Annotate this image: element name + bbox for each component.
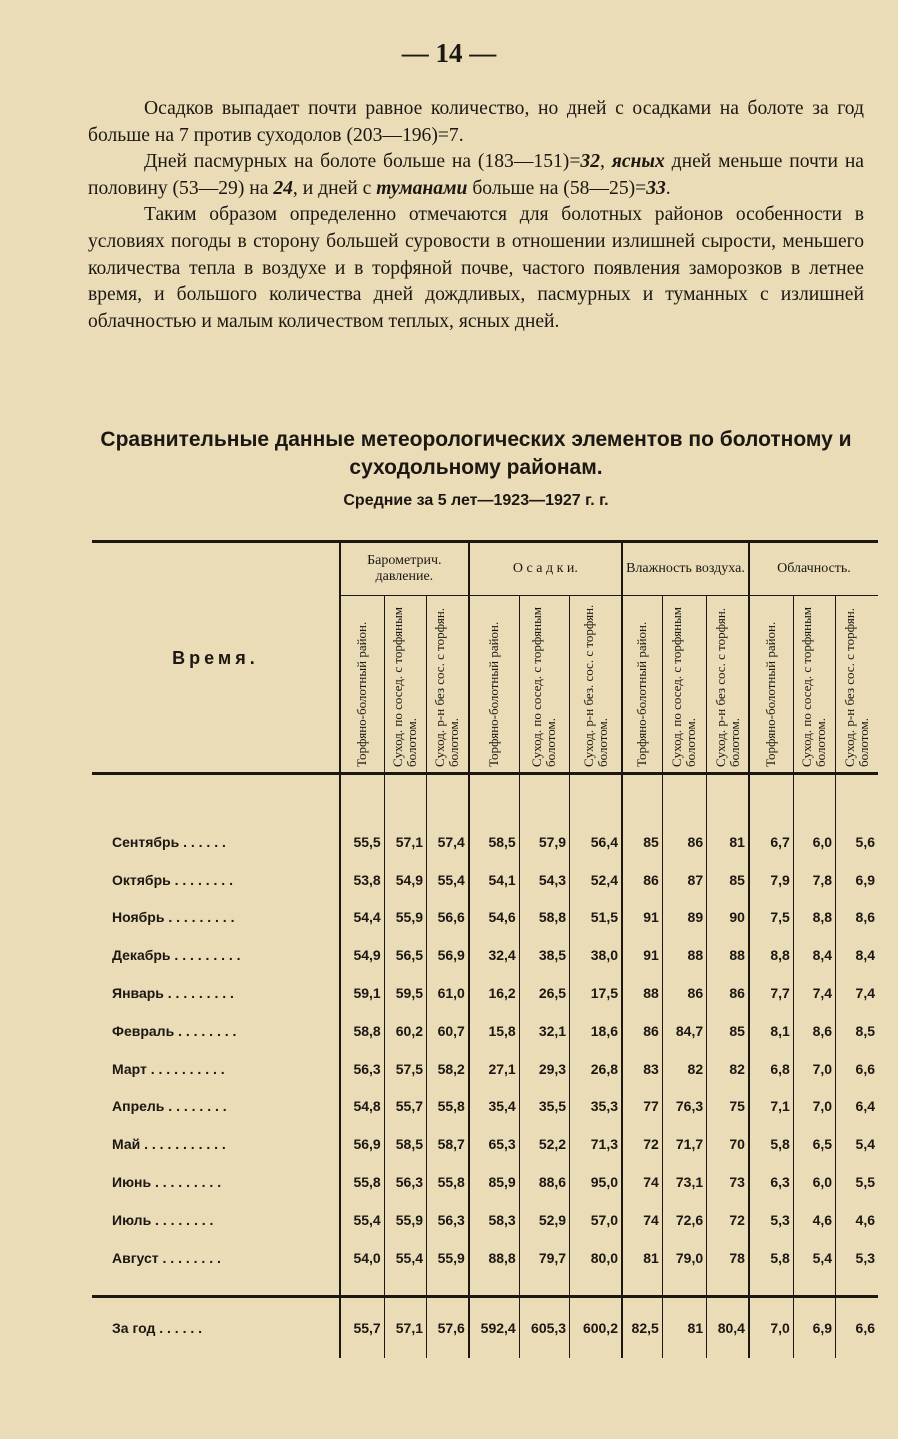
value-cell: 6,0 xyxy=(793,1163,835,1201)
value-cell: 7,5 xyxy=(749,899,793,937)
table-row xyxy=(92,823,878,861)
column-header-label: Сyход. по сосед. с торфяным болотом. xyxy=(799,606,829,767)
value-cell: 82 xyxy=(707,1050,749,1088)
spacer-cell xyxy=(384,1277,426,1297)
value-cell: 8,6 xyxy=(793,1012,835,1050)
column-header xyxy=(469,596,519,774)
value-cell: 72,6 xyxy=(662,1201,706,1239)
column-header-label: Сyход. р-н без сос. с торфян. болотом. xyxy=(712,607,742,767)
table-row xyxy=(92,1201,878,1239)
value-cell: 8,8 xyxy=(749,936,793,974)
value-cell: 86 xyxy=(662,823,706,861)
column-header xyxy=(836,596,878,774)
value-cell: 6,0 xyxy=(793,823,835,861)
value-cell: 55,8 xyxy=(427,1163,469,1201)
value-cell: 71,3 xyxy=(570,1125,622,1163)
column-header xyxy=(570,596,622,774)
value-cell: 79,7 xyxy=(519,1239,569,1277)
table-row xyxy=(92,1050,878,1088)
value-cell: 5,8 xyxy=(749,1125,793,1163)
value-cell: 54,3 xyxy=(519,861,569,899)
row-label: Июнь . . . . . . . . . xyxy=(112,1174,222,1191)
value-cell: 5,5 xyxy=(836,1163,878,1201)
group-header: Облачность. xyxy=(749,542,878,596)
value-cell: 55,5 xyxy=(340,823,384,861)
value-cell: 80,0 xyxy=(570,1239,622,1277)
value-cell: 55,8 xyxy=(340,1163,384,1201)
value-cell: 35,4 xyxy=(469,1088,519,1126)
value-cell: 79,0 xyxy=(662,1239,706,1277)
value-cell: 7,1 xyxy=(749,1088,793,1126)
column-header xyxy=(707,596,749,774)
value-cell: 18,6 xyxy=(570,1012,622,1050)
total-row xyxy=(92,1296,878,1358)
value-cell: 35,5 xyxy=(519,1088,569,1126)
spacer-cell xyxy=(836,774,878,824)
value-cell: 61,0 xyxy=(427,974,469,1012)
value-cell: 6,5 xyxy=(793,1125,835,1163)
value-cell: 8,6 xyxy=(836,899,878,937)
group-header: Барометрич. давление. xyxy=(340,542,469,596)
value-cell: 88,8 xyxy=(469,1239,519,1277)
value-cell: 85 xyxy=(707,1012,749,1050)
spacer-cell xyxy=(570,1277,622,1297)
row-label: Июль . . . . . . . . xyxy=(112,1211,214,1228)
value-cell: 60,2 xyxy=(384,1012,426,1050)
text-run: дней меньше почти на половину (53—29) на xyxy=(88,151,864,199)
value-cell: 592,4 xyxy=(469,1296,519,1358)
table-title: Сравнительные данные метеорологических элементов по болотному и суходольному районам. xyxy=(100,428,852,479)
column-header xyxy=(622,596,662,774)
text-run: , и дней с xyxy=(292,177,377,199)
value-cell: 57,6 xyxy=(427,1296,469,1358)
value-cell: 55,9 xyxy=(384,899,426,937)
value-cell: 7,0 xyxy=(793,1088,835,1126)
column-header-label: Сyход. р-н без. сос. с торфян. болотом. xyxy=(580,604,610,767)
spacer-cell xyxy=(707,1277,749,1297)
value-cell: 95,0 xyxy=(570,1163,622,1201)
column-header xyxy=(340,596,384,774)
value-cell: 72 xyxy=(622,1125,662,1163)
text-run: больше на (58—25)= xyxy=(467,177,647,199)
row-label: Август . . . . . . . . xyxy=(112,1249,221,1266)
paragraph xyxy=(88,96,864,149)
value-cell: 58,3 xyxy=(469,1201,519,1239)
text-run: Дней пасмурных на болоте больше на (183—151)= xyxy=(144,151,581,173)
value-cell: 76,3 xyxy=(662,1088,706,1126)
value-cell: 8,5 xyxy=(836,1012,878,1050)
value-cell: 89 xyxy=(662,899,706,937)
value-cell: 5,4 xyxy=(793,1239,835,1277)
spacer-cell xyxy=(340,1277,384,1297)
value-cell: 52,9 xyxy=(519,1201,569,1239)
value-cell: 26,8 xyxy=(570,1050,622,1088)
value-cell: 38,5 xyxy=(519,936,569,974)
column-header xyxy=(662,596,706,774)
body-text xyxy=(88,96,864,335)
value-cell: 81 xyxy=(622,1239,662,1277)
value-cell: 77 xyxy=(622,1088,662,1126)
group-header: Влажность воздуха. xyxy=(622,542,749,596)
value-cell: 65,3 xyxy=(469,1125,519,1163)
value-cell: 38,0 xyxy=(570,936,622,974)
column-header-label: Сyход. по сосед. с торфяным болотом. xyxy=(529,606,559,767)
value-cell: 56,3 xyxy=(384,1163,426,1201)
value-cell: 600,2 xyxy=(570,1296,622,1358)
emphasis-text: 32 xyxy=(580,151,600,173)
value-cell: 86 xyxy=(622,861,662,899)
spacer-cell xyxy=(519,774,569,824)
spacer-cell xyxy=(662,1277,706,1297)
value-cell: 6,9 xyxy=(836,861,878,899)
group-header-row xyxy=(92,542,878,596)
value-cell: 51,5 xyxy=(570,899,622,937)
value-cell: 90 xyxy=(707,899,749,937)
column-header xyxy=(793,596,835,774)
column-header-label: Сyход. р-н без сос. с торфян. болотом. xyxy=(432,607,462,767)
value-cell: 59,5 xyxy=(384,974,426,1012)
row-label: Сентябрь . . . . . . xyxy=(112,833,226,850)
value-cell: 35,3 xyxy=(570,1088,622,1126)
spacer-cell xyxy=(469,1277,519,1297)
value-cell: 56,4 xyxy=(570,823,622,861)
value-cell: 78 xyxy=(707,1239,749,1277)
value-cell: 91 xyxy=(622,936,662,974)
value-cell: 4,6 xyxy=(793,1201,835,1239)
value-cell: 57,4 xyxy=(427,823,469,861)
text-run: Таким образом определенно отмечаются для болотных районов особенности в условиях погоды в сторону большей суровости в отношении излишней сырости, меньшего количества тепла в воздухе и в торфяной почве, частого появления заморозков в летнее время, и большого количества дней дождливых, пасмурных и туманных с излишней облачностью и малым количеством теплых, ясных дней. xyxy=(88,204,864,332)
column-header-label: Сyход. по сосед. с торфяным болотом. xyxy=(390,606,420,767)
column-header-label: Торфяно-болотный район. xyxy=(354,621,370,767)
emphasis-text: туманами xyxy=(376,177,468,199)
value-cell: 57,5 xyxy=(384,1050,426,1088)
value-cell: 6,7 xyxy=(749,823,793,861)
emphasis-text: 24 xyxy=(273,177,293,199)
weather-comparison-table xyxy=(92,540,878,1358)
value-cell: 58,8 xyxy=(340,1012,384,1050)
value-cell: 86 xyxy=(707,974,749,1012)
value-cell: 81 xyxy=(662,1296,706,1358)
value-cell: 85 xyxy=(622,823,662,861)
value-cell: 59,1 xyxy=(340,974,384,1012)
value-cell: 55,4 xyxy=(340,1201,384,1239)
spacer-cell xyxy=(793,774,835,824)
value-cell: 88 xyxy=(622,974,662,1012)
value-cell: 29,3 xyxy=(519,1050,569,1088)
spacer-cell xyxy=(469,774,519,824)
column-header xyxy=(427,596,469,774)
value-cell: 73 xyxy=(707,1163,749,1201)
table-subtitle: Средние за 5 лет—1923—1927 г. г. xyxy=(343,492,609,509)
value-cell: 82 xyxy=(662,1050,706,1088)
spacer-cell xyxy=(793,1277,835,1297)
value-cell: 91 xyxy=(622,899,662,937)
group-header: О с а д к и. xyxy=(469,542,622,596)
value-cell: 8,4 xyxy=(793,936,835,974)
value-cell: 54,9 xyxy=(340,936,384,974)
value-cell: 27,1 xyxy=(469,1050,519,1088)
value-cell: 32,1 xyxy=(519,1012,569,1050)
value-cell: 88 xyxy=(707,936,749,974)
value-cell: 57,1 xyxy=(384,1296,426,1358)
value-cell: 86 xyxy=(662,974,706,1012)
value-cell: 54,0 xyxy=(340,1239,384,1277)
value-cell: 58,7 xyxy=(427,1125,469,1163)
value-cell: 52,2 xyxy=(519,1125,569,1163)
row-label: За год . . . . . . xyxy=(92,1296,340,1358)
value-cell: 55,4 xyxy=(384,1239,426,1277)
row-label: Ноябрь . . . . . . . . . xyxy=(112,909,235,926)
table-row xyxy=(92,1239,878,1277)
row-label: Май . . . . . . . . . . . xyxy=(112,1136,226,1153)
table-row xyxy=(92,936,878,974)
spacer-cell xyxy=(749,1277,793,1297)
spacer-cell xyxy=(340,774,384,824)
column-header-label: Сyход. по сосед. с торфяным болотом. xyxy=(669,606,699,767)
column-header xyxy=(519,596,569,774)
spacer-cell xyxy=(427,774,469,824)
value-cell: 87 xyxy=(662,861,706,899)
value-cell: 5,6 xyxy=(836,823,878,861)
value-cell: 70 xyxy=(707,1125,749,1163)
value-cell: 56,3 xyxy=(427,1201,469,1239)
value-cell: 7,9 xyxy=(749,861,793,899)
page-number: — 14 — xyxy=(401,38,497,68)
value-cell: 4,6 xyxy=(836,1201,878,1239)
value-cell: 54,4 xyxy=(340,899,384,937)
column-header-label: Торфяно-болотный район. xyxy=(634,621,650,767)
value-cell: 7,8 xyxy=(793,861,835,899)
value-cell: 85,9 xyxy=(469,1163,519,1201)
value-cell: 55,8 xyxy=(427,1088,469,1126)
value-cell: 54,8 xyxy=(340,1088,384,1126)
paragraph xyxy=(88,149,864,202)
value-cell: 58,5 xyxy=(384,1125,426,1163)
table-row xyxy=(92,974,878,1012)
value-cell: 7,0 xyxy=(793,1050,835,1088)
table-row xyxy=(92,861,878,899)
row-label: Март . . . . . . . . . . xyxy=(112,1060,225,1077)
value-cell: 54,1 xyxy=(469,861,519,899)
value-cell: 81 xyxy=(707,823,749,861)
row-label: Январь . . . . . . . . . xyxy=(112,985,234,1002)
spacer-cell xyxy=(92,774,340,824)
value-cell: 56,3 xyxy=(340,1050,384,1088)
column-header-label: Торфяно-болотный район. xyxy=(763,621,779,767)
value-cell: 72 xyxy=(707,1201,749,1239)
value-cell: 6,8 xyxy=(749,1050,793,1088)
value-cell: 74 xyxy=(622,1163,662,1201)
value-cell: 6,3 xyxy=(749,1163,793,1201)
table-row xyxy=(92,1163,878,1201)
spacer-cell xyxy=(384,774,426,824)
column-header-label: Торфяно-болотный район. xyxy=(486,621,502,767)
row-label: Апрель . . . . . . . . xyxy=(112,1098,227,1115)
value-cell: 5,4 xyxy=(836,1125,878,1163)
spacer-cell xyxy=(570,774,622,824)
spacer-cell xyxy=(707,774,749,824)
value-cell: 5,3 xyxy=(836,1239,878,1277)
value-cell: 55,7 xyxy=(384,1088,426,1126)
time-header: Время. xyxy=(92,542,340,774)
emphasis-text: 33 xyxy=(646,177,666,199)
value-cell: 56,9 xyxy=(427,936,469,974)
value-cell: 82,5 xyxy=(622,1296,662,1358)
value-cell: 74 xyxy=(622,1201,662,1239)
text-run: , xyxy=(599,151,612,173)
value-cell: 53,8 xyxy=(340,861,384,899)
paragraph xyxy=(88,202,864,335)
table-row xyxy=(92,1012,878,1050)
value-cell: 54,6 xyxy=(469,899,519,937)
value-cell: 55,7 xyxy=(340,1296,384,1358)
spacer-cell xyxy=(427,1277,469,1297)
value-cell: 8,1 xyxy=(749,1012,793,1050)
table-row xyxy=(92,899,878,937)
value-cell: 73,1 xyxy=(662,1163,706,1201)
value-cell: 75 xyxy=(707,1088,749,1126)
value-cell: 6,6 xyxy=(836,1050,878,1088)
value-cell: 58,2 xyxy=(427,1050,469,1088)
value-cell: 17,5 xyxy=(570,974,622,1012)
value-cell: 5,8 xyxy=(749,1239,793,1277)
value-cell: 58,5 xyxy=(469,823,519,861)
value-cell: 8,8 xyxy=(793,899,835,937)
column-header xyxy=(384,596,426,774)
value-cell: 86 xyxy=(622,1012,662,1050)
spacer-row xyxy=(92,774,878,824)
value-cell: 6,4 xyxy=(836,1088,878,1126)
value-cell: 56,6 xyxy=(427,899,469,937)
value-cell: 55,9 xyxy=(384,1201,426,1239)
value-cell: 56,9 xyxy=(340,1125,384,1163)
spacer-cell xyxy=(749,774,793,824)
row-label: Октябрь . . . . . . . . xyxy=(112,871,233,888)
value-cell: 6,6 xyxy=(836,1296,878,1358)
emphasis-text: ясных xyxy=(611,151,665,173)
column-header xyxy=(749,596,793,774)
value-cell: 54,9 xyxy=(384,861,426,899)
value-cell: 605,3 xyxy=(519,1296,569,1358)
value-cell: 57,0 xyxy=(570,1201,622,1239)
spacer-cell xyxy=(622,774,662,824)
value-cell: 58,8 xyxy=(519,899,569,937)
value-cell: 84,7 xyxy=(662,1012,706,1050)
value-cell: 32,4 xyxy=(469,936,519,974)
value-cell: 7,7 xyxy=(749,974,793,1012)
value-cell: 88,6 xyxy=(519,1163,569,1201)
value-cell: 6,9 xyxy=(793,1296,835,1358)
value-cell: 52,4 xyxy=(570,861,622,899)
value-cell: 55,9 xyxy=(427,1239,469,1277)
value-cell: 7,4 xyxy=(836,974,878,1012)
value-cell: 7,0 xyxy=(749,1296,793,1358)
value-cell: 5,3 xyxy=(749,1201,793,1239)
value-cell: 16,2 xyxy=(469,974,519,1012)
spacer-row xyxy=(92,1277,878,1297)
text-run: . xyxy=(665,177,671,199)
spacer-cell xyxy=(662,774,706,824)
table-row xyxy=(92,1088,878,1126)
value-cell: 85 xyxy=(707,861,749,899)
value-cell: 83 xyxy=(622,1050,662,1088)
value-cell: 15,8 xyxy=(469,1012,519,1050)
value-cell: 57,9 xyxy=(519,823,569,861)
value-cell: 7,4 xyxy=(793,974,835,1012)
value-cell: 8,4 xyxy=(836,936,878,974)
column-header-label: Сyход. р-н без сос. с торфян. болотом. xyxy=(842,607,872,767)
value-cell: 57,1 xyxy=(384,823,426,861)
row-label: Февраль . . . . . . . . xyxy=(112,1022,237,1039)
value-cell: 56,5 xyxy=(384,936,426,974)
value-cell: 80,4 xyxy=(707,1296,749,1358)
value-cell: 55,4 xyxy=(427,861,469,899)
spacer-cell xyxy=(836,1277,878,1297)
value-cell: 71,7 xyxy=(662,1125,706,1163)
value-cell: 60,7 xyxy=(427,1012,469,1050)
spacer-cell xyxy=(622,1277,662,1297)
spacer-cell xyxy=(92,1277,340,1297)
text-run: Осадков выпадает почти равное количество, но дней с осадками на болоте за год больше на 7 против суходолов (203—196)=7. xyxy=(88,98,864,146)
value-cell: 26,5 xyxy=(519,974,569,1012)
row-label: Декабрь . . . . . . . . . xyxy=(112,947,241,964)
table-row xyxy=(92,1125,878,1163)
spacer-cell xyxy=(519,1277,569,1297)
value-cell: 88 xyxy=(662,936,706,974)
